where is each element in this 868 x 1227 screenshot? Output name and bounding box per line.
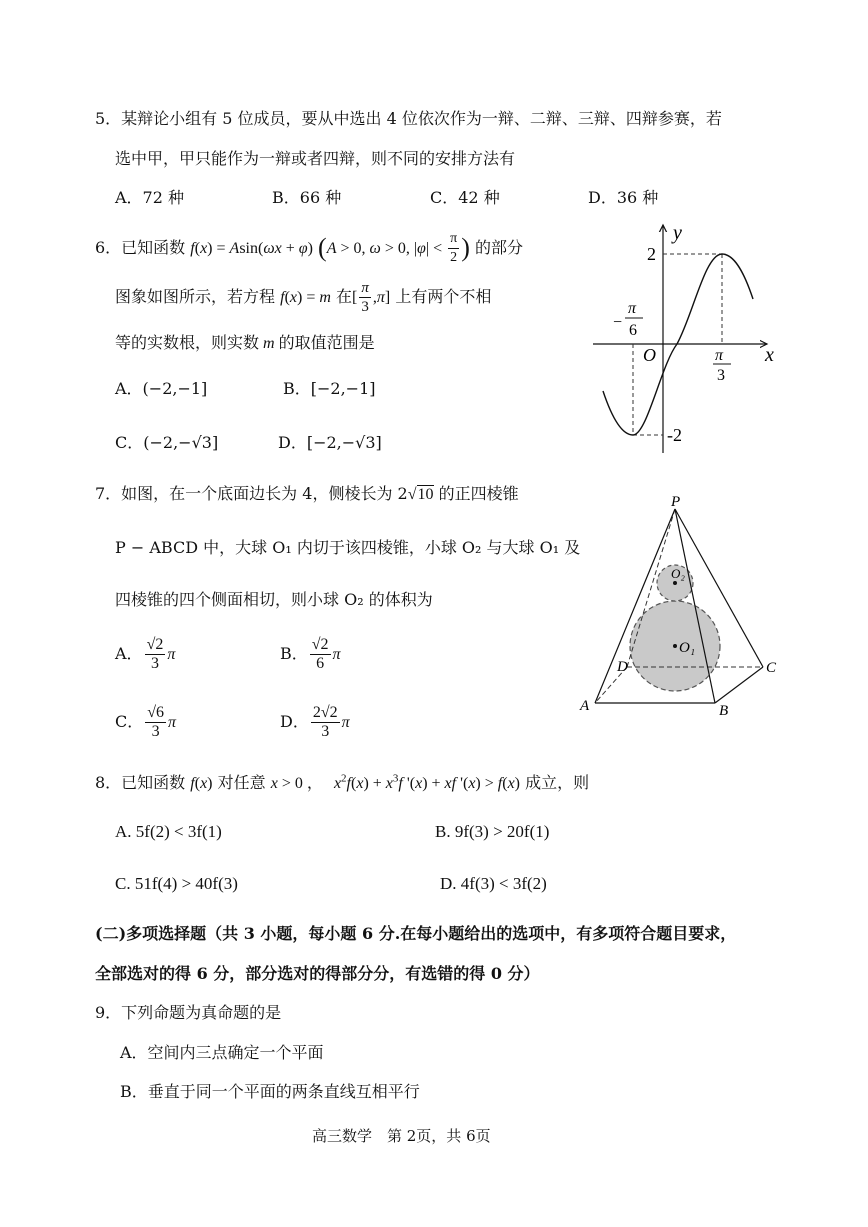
q6-origin-label: O (643, 345, 656, 365)
q5-stem-line1: 5．某辩论小组有 5 位成员，要从中选出 4 位依次作为一辩、二辩、三辩、四辩参赛，若 (95, 109, 722, 128)
q6-line2-prefix: 图象如图所示，若方程 (115, 287, 276, 306)
q7-option-b-num: √2 (311, 636, 329, 653)
q6-line3-suffix: 的取值范围是 (278, 333, 375, 352)
q8-stem-prefix: 8．已知函数 (95, 773, 186, 792)
q6-y-label: y (673, 222, 682, 244)
q7-stem-line2: P − ABCD 中，大球 O₁ 内切于该四棱锥，小球 O₂ 与大球 O₁ 及 (115, 538, 581, 557)
q7-stem-line1: 7．如图，在一个底面边长为 4，侧棱长为 2√10 的正四棱锥 (95, 484, 519, 503)
q8-stem-mid: 对任意 (217, 773, 266, 792)
q7-label-a: A (580, 698, 590, 714)
q7-label-o2: O₂ (671, 566, 685, 581)
page-footer: 高三数学 第 2页，共 6页 (312, 1127, 491, 1145)
q7-stem-line3: 四棱锥的四个侧面相切，则小球 O₂ 的体积为 (115, 590, 433, 609)
q6-xright-num: π (715, 347, 724, 364)
q5-option-c: C．42 种 (430, 188, 500, 207)
q6-stem-suffix: 的部分 (474, 238, 523, 257)
q6-stem-line3: 等的实数根，则实数 m 的取值范围是 (115, 333, 375, 352)
q7-option-d-den: 3 (321, 723, 330, 740)
q9-option-b: B．垂直于同一个平面的两条直线互相平行 (120, 1082, 420, 1101)
q8-option-b: B. 9f(3) > 20f(1) (435, 822, 550, 841)
q7-option-b: B． $\frac{√2}{6}$ π (280, 636, 341, 672)
q6-stem-prefix: 6．已知函数 (95, 238, 186, 257)
q7-option-d: D． $\frac{2√2}{3}$ π (280, 704, 350, 740)
q6-function-def: f (190, 240, 195, 257)
q6-option-c: C．(−2,−√3] (115, 433, 219, 452)
q7-label-c: C (766, 660, 777, 676)
q6-xleft-den: 6 (629, 322, 637, 339)
q5-option-d: D．36 种 (588, 188, 659, 207)
q6-option-a: A．(−2,−1] (115, 379, 208, 398)
q8-option-c: C. 51f(4) > 40f(3) (115, 874, 238, 893)
q7-option-c-den: 3 (151, 723, 160, 740)
q7-option-d-num: 2√2 (312, 704, 338, 721)
q7-option-a: A． $\frac{√2}{3}$ π (115, 636, 176, 672)
q8-stem-suffix: 成立，则 (525, 773, 590, 792)
q7-option-d-label: D． (280, 712, 309, 731)
q7-option-c: C． $\frac{√6}{3}$ π (115, 704, 177, 740)
q7-stem-line1-text: 7．如图，在一个底面边长为 4，侧棱长为 2 (95, 484, 408, 503)
q5-option-b: B．66 种 (272, 188, 342, 207)
q6-stem-line2: 图象如图所示，若方程 f(x) = m 在[ $\frac{\pi}{3}$ ,π] 上有两个不相 (115, 280, 492, 315)
q6-xright-den: 3 (717, 367, 725, 384)
q7-option-c-label: C． (115, 712, 144, 731)
q7-stem-line1-suffix: 的正四棱锥 (438, 484, 519, 503)
q6-ymax-label: 2 (647, 244, 656, 264)
q7-option-b-den: 6 (316, 655, 325, 672)
q6-x-label: x (765, 344, 774, 366)
q7-label-d: D (617, 659, 628, 675)
section2-heading-line2: 全部选对的得 6 分，部分选对的得部分分，有选错的得 0 分） (95, 964, 540, 983)
q7-option-b-label: B． (280, 644, 308, 663)
q9-stem: 9．下列命题为真命题的是 (95, 1003, 282, 1022)
q7-label-o1: O₁ (679, 640, 696, 656)
q8-stem: 8．已知函数 f(x) 对任意 x > 0 ， $x^2f(x) + x^3f$ '(x) + xf '(x) > f(x) 成立，则 (95, 772, 590, 792)
q6-stem-line1: 6．已知函数 f(x) = Asin(ωx + φ) (A > 0, ω > 0, |φ| < $\frac{\pi}{2}$ ) 的部分 (95, 231, 523, 265)
svg-text:−: − (613, 314, 623, 331)
q7-option-a-num: √2 (146, 636, 164, 653)
q5-stem-line2: 选中甲，甲只能作为一辩或者四辩，则不同的安排方法有 (115, 149, 516, 168)
q7-option-c-num: √6 (147, 704, 165, 721)
q9-option-a: A．空间内三点确定一个平面 (120, 1043, 324, 1062)
q8-option-a: A. 5f(2) < 3f(1) (115, 822, 222, 841)
q7-sqrt-arg: 10 (417, 486, 434, 503)
q7-option-a-den: 3 (150, 655, 159, 672)
q5-option-a: A．72 种 (115, 188, 185, 207)
q6-line2-suffix: 上有两个不相 (395, 287, 492, 306)
q6-xleft-num: π (628, 300, 637, 317)
q6-option-d: D．[−2,−√3] (278, 433, 382, 452)
q6-option-b: B．[−2,−1] (283, 379, 376, 398)
q6-sine-graph (585, 215, 785, 460)
q6-line2-mid: 在 (336, 287, 353, 306)
q6-ymin-label: -2 (667, 425, 682, 445)
q7-label-b: B (719, 703, 729, 719)
q7-pyramid-figure (575, 495, 790, 720)
q7-option-a-label: A． (115, 644, 143, 663)
q8-option-d: D. 4f(3) < 3f(2) (440, 874, 547, 893)
section2-heading-line1: (二)多项选择题（共 3 小题，每小题 6 分.在每小题给出的选项中，有多项符合题目要求， (95, 924, 737, 943)
q7-label-p: P (671, 495, 681, 510)
q6-line3-prefix: 等的实数根，则实数 (115, 333, 260, 352)
